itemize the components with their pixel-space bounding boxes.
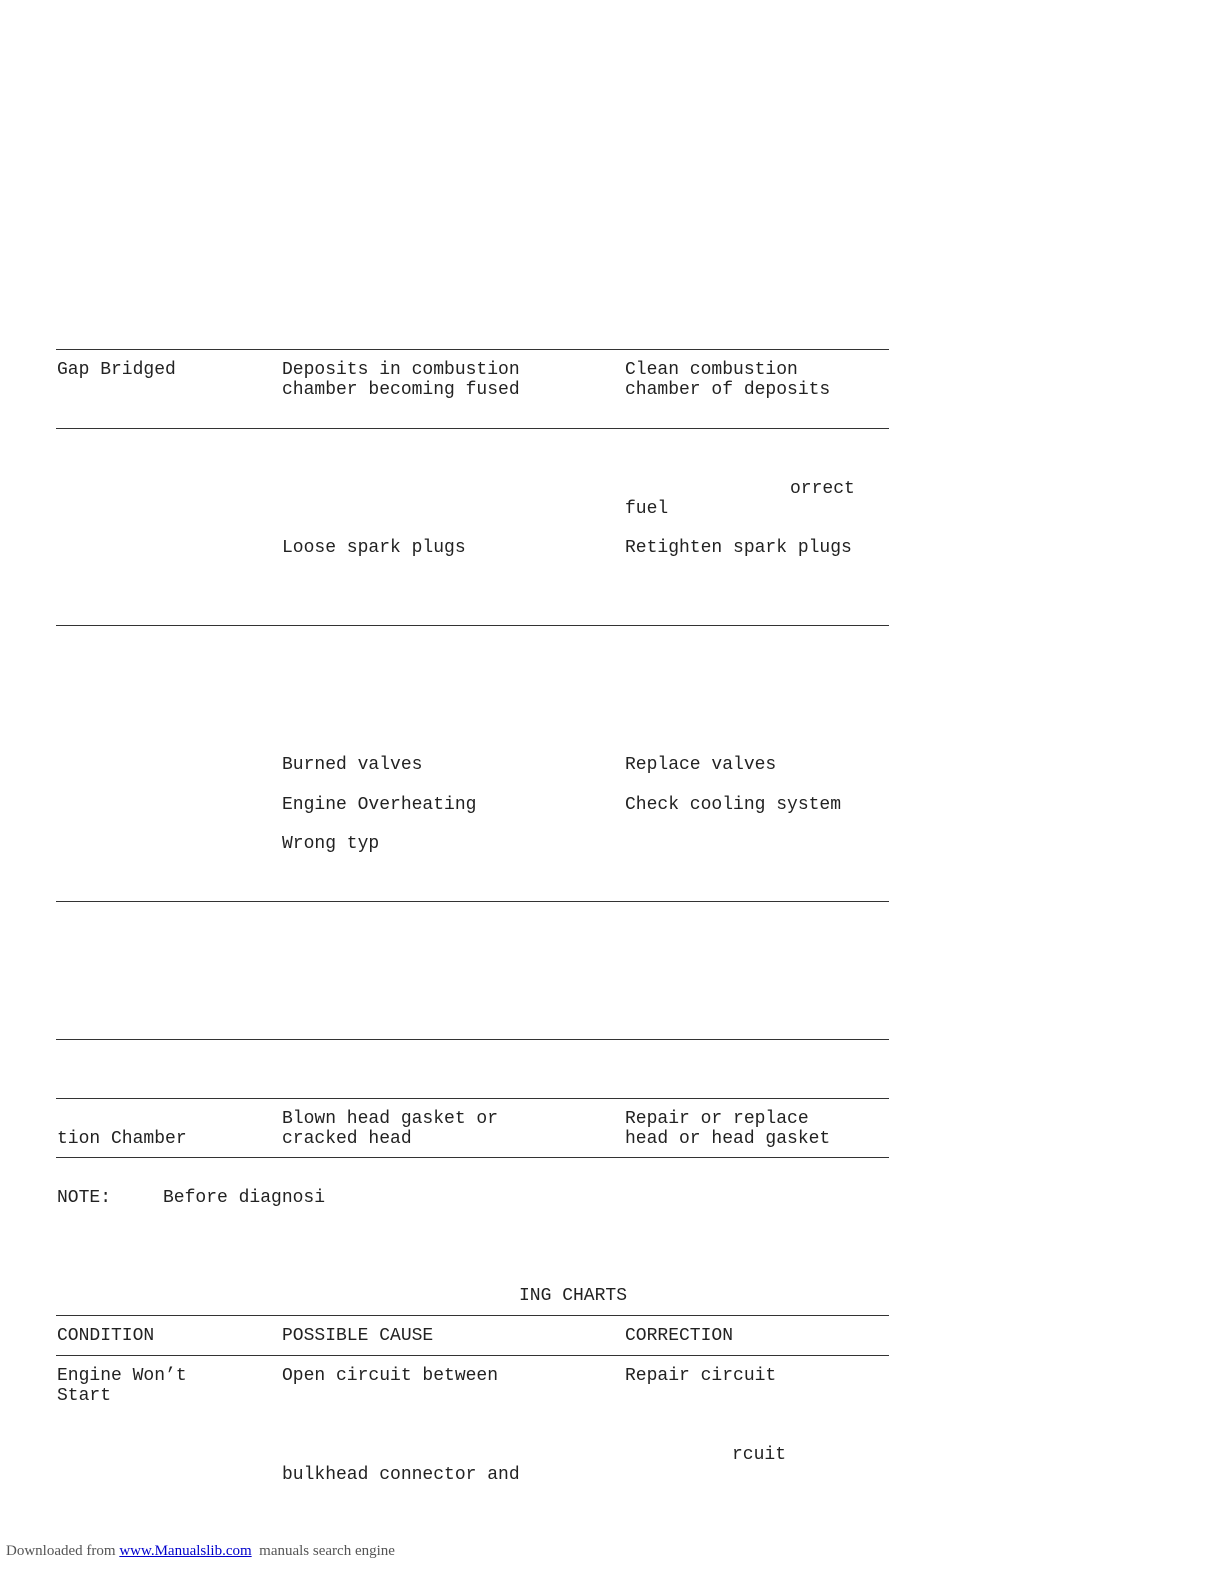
footer-prefix: Downloaded from: [6, 1543, 120, 1559]
table-rule: [56, 1039, 889, 1040]
section-title: ING CHARTS: [519, 1286, 628, 1306]
table-rule: [56, 901, 889, 902]
table-rule: [56, 1098, 889, 1099]
cause-cell: Wrong typ: [282, 834, 380, 854]
header-correction: CORRECTION: [625, 1326, 734, 1346]
correction-cell: Repair circuit: [625, 1366, 777, 1386]
cause-cell: Engine Overheating: [282, 795, 477, 815]
correction-cell: rcuit: [732, 1445, 787, 1465]
header-cause: POSSIBLE CAUSE: [282, 1326, 434, 1346]
table-rule: [56, 349, 889, 350]
cause-cell: chamber becoming fused: [282, 380, 520, 400]
footer-suffix: manuals search engine: [251, 1543, 395, 1559]
cause-cell: cracked head: [282, 1129, 412, 1149]
table-rule: [56, 1355, 889, 1356]
table-rule: [56, 428, 889, 429]
note-label: NOTE:: [57, 1188, 112, 1208]
correction-cell: chamber of deposits: [625, 380, 831, 400]
correction-cell: orrect: [790, 479, 855, 499]
condition-cell: Engine Won’t: [57, 1366, 187, 1386]
condition-cell: Gap Bridged: [57, 360, 176, 380]
header-condition: CONDITION: [57, 1326, 155, 1346]
correction-cell: Retighten spark plugs: [625, 538, 852, 558]
manualslib-link[interactable]: www.Manualslib.com: [119, 1543, 252, 1559]
correction-cell: head or head gasket: [625, 1129, 831, 1149]
condition-cell: Start: [57, 1386, 112, 1406]
note-text: Before diagnosi: [163, 1188, 326, 1208]
cause-cell: Blown head gasket or: [282, 1109, 499, 1129]
table-rule: [56, 1315, 889, 1316]
cause-cell: Deposits in combustion: [282, 360, 520, 380]
table-rule: [56, 1157, 889, 1158]
correction-cell: Check cooling system: [625, 795, 842, 815]
cause-cell: Loose spark plugs: [282, 538, 466, 558]
correction-cell: Repair or replace: [625, 1109, 809, 1129]
correction-cell: Clean combustion: [625, 360, 798, 380]
cause-cell: Open circuit between: [282, 1366, 499, 1386]
download-footer: [6, 1542, 395, 1560]
condition-cell: tion Chamber: [57, 1129, 187, 1149]
correction-cell: Replace valves: [625, 755, 777, 775]
correction-cell: fuel: [625, 499, 669, 519]
cause-cell: bulkhead connector and: [282, 1465, 520, 1485]
cause-cell: Burned valves: [282, 755, 423, 775]
table-rule: [56, 625, 889, 626]
